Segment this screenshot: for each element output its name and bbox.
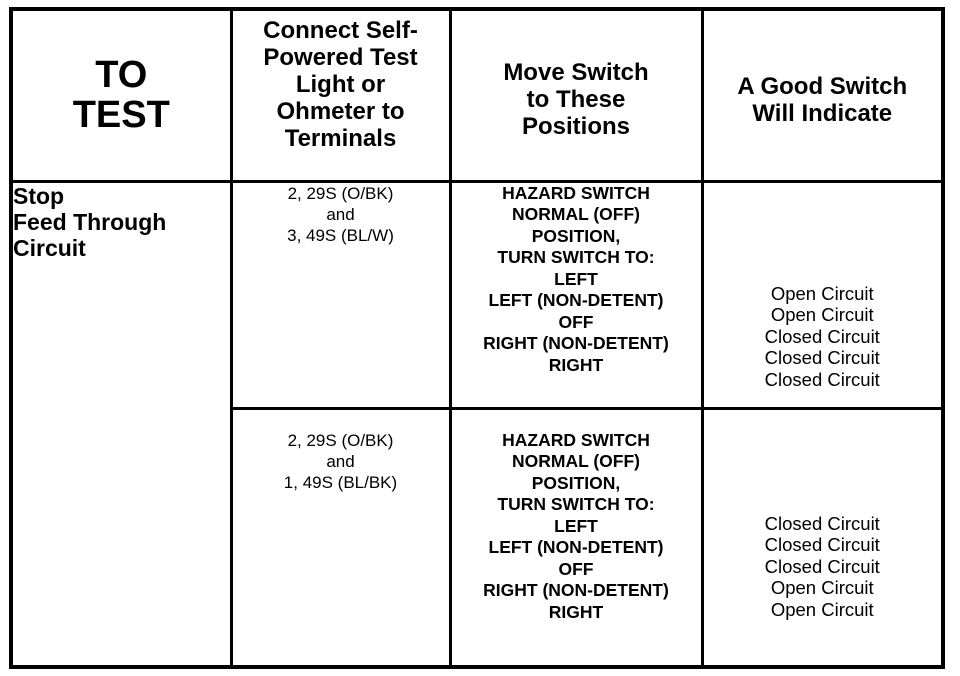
positions-cell — [450, 408, 702, 667]
test-name-line: Circuit — [13, 234, 86, 261]
header-to-test — [11, 9, 231, 181]
test-name-line: Stop — [13, 182, 65, 209]
indicate-line: Closed Circuit — [764, 368, 880, 390]
indicate-line: Closed Circuit — [764, 512, 880, 534]
header-to-test-line: TO — [95, 54, 148, 97]
terminal-line: 2, 29S (O/BK) — [287, 183, 394, 203]
terminal-line: 1, 49S (BL/BK) — [283, 472, 398, 492]
header-move-line: to These — [526, 85, 626, 113]
position-line: OFF — [558, 311, 594, 332]
position-line: NORMAL (OFF) — [512, 451, 640, 471]
position-line: RIGHT (NON-DETENT) — [483, 580, 669, 600]
position-line: LEFT — [554, 515, 598, 536]
header-connect-line: Powered Test — [263, 43, 418, 71]
position-line: NORMAL (OFF) — [512, 204, 640, 224]
header-good-line: A Good Switch — [737, 73, 908, 101]
position-line: TURN SWITCH TO: — [497, 247, 655, 267]
indicate-line: Open Circuit — [770, 598, 874, 620]
position-line: POSITION, — [531, 472, 621, 493]
terminal-line: and — [326, 204, 355, 224]
header-connect-line: Connect Self- — [263, 16, 418, 44]
indicate-line: Closed Circuit — [764, 325, 880, 347]
header-connect-line: Terminals — [284, 124, 397, 152]
position-line: RIGHT — [548, 354, 604, 375]
indicate-line: Closed Circuit — [764, 347, 880, 368]
positions-cell — [450, 181, 702, 408]
indicate-line: Open Circuit — [770, 304, 874, 325]
table-row — [11, 181, 943, 408]
terminal-line: 3, 49S (BL/W) — [287, 225, 394, 245]
header-connect-line: Ohmeter to — [276, 97, 405, 125]
position-line: RIGHT (NON-DETENT) — [483, 333, 669, 353]
header-move-line: Move Switch — [503, 58, 649, 86]
position-line: LEFT — [554, 268, 598, 289]
header-move-switch — [450, 9, 702, 181]
terminals-cell — [231, 181, 450, 408]
indicate-cell — [702, 408, 943, 667]
test-name-cell — [11, 181, 231, 667]
position-line: OFF — [558, 558, 594, 579]
header-good-switch — [702, 9, 943, 181]
header-row — [11, 9, 943, 181]
terminals-cell — [231, 408, 450, 667]
switch-test-table — [9, 7, 945, 669]
position-line: RIGHT — [548, 601, 604, 622]
indicate-line: Closed Circuit — [764, 534, 880, 555]
test-name-line: Feed Through — [13, 208, 167, 235]
position-line: HAZARD SWITCH — [502, 182, 650, 203]
indicate-line: Open Circuit — [770, 282, 874, 304]
terminal-line: 2, 29S (O/BK) — [287, 430, 394, 450]
position-line: POSITION, — [531, 225, 621, 246]
position-line: TURN SWITCH TO: — [497, 494, 655, 514]
position-line: LEFT (NON-DETENT) — [488, 290, 664, 310]
indicate-cell — [702, 181, 943, 408]
position-line: LEFT (NON-DETENT) — [488, 537, 664, 557]
header-good-line: Will Indicate — [752, 100, 893, 128]
header-connect-line: Light or — [295, 70, 386, 98]
indicate-line: Open Circuit — [770, 577, 874, 598]
header-to-test-line: TEST — [72, 94, 170, 137]
header-connect-terminals — [231, 9, 450, 181]
position-line: HAZARD SWITCH — [502, 429, 650, 450]
header-move-line: Positions — [521, 112, 630, 140]
terminal-line: and — [326, 451, 355, 471]
indicate-line: Closed Circuit — [764, 555, 880, 577]
